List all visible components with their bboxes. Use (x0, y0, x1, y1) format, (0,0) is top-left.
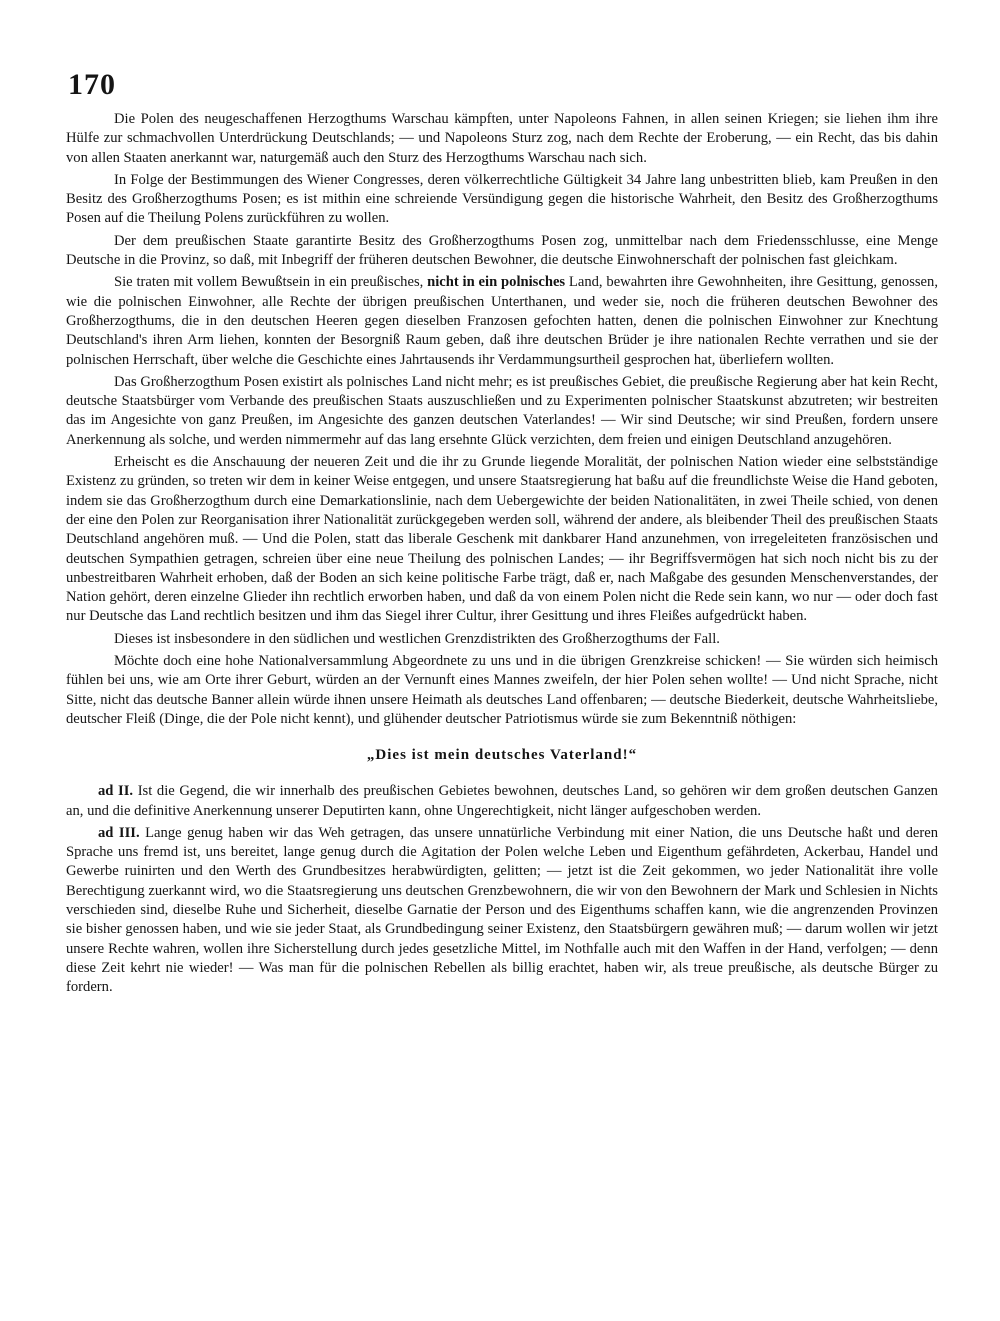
paragraph-ad-3 (66, 824, 938, 998)
ad-2-label: ad II. (98, 783, 134, 800)
paragraph-2: In Folge der Bestimmungen des Wiener Congresses, deren völkerrechtliche Gültigkeit 34 Jahre lang unbestritten blieb, kam Preußen in den Besitz des Großherzogthums Posen; es ist mithin eine schreiende Versündigung gegen die historische Wahrheit, den Besitz des Großherzogthums Posen auf die Theilung Polens zurückführen zu wollen. (66, 171, 938, 227)
paragraph-5: Das Großherzogthum Posen existirt als polnisches Land nicht mehr; es ist preußisches Gebiet, die preußische Regierung aber hat kein Recht, deutsche Staatsbürger vom Verbande des preußischen Staats auszuschließen und zu Experimenten polnischer Staatskunst abzutreten; wir bestreiten das im Angesichte von ganz Preußen, im Angesichte des ganzen deutschen Vaterlandes! — Wir sind Deutsche; wir sind Preußen, fordern unsere Anerkennung als solche, und werden nimmermehr auf das lang ersehnte Glück verzichten, dem freien und einigen Deutschland anzugehören. (66, 373, 938, 448)
ad-3-label: ad III. (98, 824, 140, 841)
paragraph-4-emphasis: nicht in ein polnisches (427, 274, 566, 291)
paragraph-3: Der dem preußischen Staate garantirte Besitz des Großherzogthums Posen zog, unmittelbar nach dem Friedensschlusse, eine Menge Deutsche in die Provinz, so daß, mit Inbegriff der früheren deutschen Bewohner, die deutsche Einwohnerschaft der polnischen fast gleichkam. (66, 232, 938, 269)
paragraph-8: Möchte doch eine hohe Nationalversammlung Abgeordnete zu uns und in die übrigen Grenzkreise schicken! — Sie würden sich heimisch fühlen bei uns, wie am Orte ihrer Geburt, würden an der Vernunft eines Mannes zweifeln, der hier Polen sehen wollte! — Und nicht Sprache, nicht Sitte, nicht das deutsche Banner allein würde ihnen unsere Heimath als deutsches Land offenbaren; — deutsche Biederkeit, deutsche Wahrheitsliebe, deutscher Fleiß (Dinge, die der Pole nicht kennt), und glühender deutscher Patriotismus würde sie zum Bekenntniß nöthigen: (66, 653, 938, 727)
page-number: 170 (68, 68, 116, 101)
paragraph-4-before: Sie traten mit vollem Bewußtsein in ein preußisches, (114, 274, 428, 291)
paragraph-ad-2 (66, 782, 938, 821)
paragraph-4-after: Land, bewahrten ihre Gewohnheiten, ihre Gesittung, genossen, wie die polnischen Einwohner, alle Rechte der übrigen preußischen Unterthanen, und weder sie, noch die früheren deutschen Bewohner des Großherzogthums, die in den deutschen Heeren gegen dieselben Franzosen gefochten hatten, denen die polnischen Einwohner zur Knechtung Deutschland's ihren Arm liehen, konnten der Besorgniß Raum geben, daß ihre deutschen Brüder je ihre nationalen Rechte verrathen und sie der polnischen Herrschaft, über welche die Geschichte eines Jahrtausends ihr Verdammungsurtheil gesprochen hat, überliefern wollten. (66, 274, 938, 368)
ad-3-text: Lange genug haben wir das Weh getragen, das unsere unnatürliche Verbindung mit einer Nation, die uns Deutsche haßt und deren Sprache uns fremd ist, uns bereitet, lange genug durch die Agitation der Polen welche Leben und Eigenthum gefährdeten, Ackerbau, Handel und Gewerbe ruinirten und den Werth des Grundbesitzes herabwürdigten, gelitten; — jetzt ist die Zeit gekommen, wo jeder Nationalität ihre volle Berechtigung zuerkannt wird, wo die Staatsregierung uns deutschen Grenzbewohnern, die wir von den Bewohnern der Mark und Schlesien in Nichts verschieden sind, dieselbe Ruhe und Sicherheit, dieselbe Garnatie der Person und des Eigenthums schaffen kann, wie die angrenzenden Provinzen sie bisher genossen haben, und wie sie jeder Staat, als Grundbedingung seiner Existenz, den Staatsbürgern gewähren muß; — darum wollen wir jetzt unsere Rechte wahren, wollen ihre Sicherstellung durch jedes gesetzliche Mittel, im Nothfalle auch mit den Waffen in der Hand, verfolgen; — denn diese Zeit kehrt nie wieder! — Was man für die polnischen Rebellen als billig erachtet, haben wir, als treue preußische, als deutsche Bürger zu fordern. (66, 824, 939, 996)
paragraph-6: Erheischt es die Anschauung der neueren Zeit und die ihr zu Grunde liegende Moralität, der polnischen Nation wieder eine selbstständige Existenz zu gründen, so treten wir dem in keiner Weise entgegen, und unsere Staatsregierung hat baßu auf die freundlichste Weise die Hand geboten, indem sie das Großherzogthum durch eine Demarkationslinie, nach dem Uebergewichte der beiden Nationalitäten, in zwei Theile schied, von denen der eine den Polen zur Reorganisation ihrer Nationalität zurückgegeben werden soll, während der andere, als bleibender Theil des preußischen Staats Deutschland angehören muß. — Und die Polen, statt das liberale Geschenk mit dankbarer Hand anzunehmen, von irregeleiteten französischen und deutschen Sympathien getragen, schreien über eine neue Theilung des polnischen Landes; — ihr Begriffsvermögen hat sich noch nicht bis zu der unbestreitbaren Wahrheit erhoben, daß der Boden an sich keine politische Farbe trägt, daß er, nach Maßgabe des gesunden Menschenverstandes, der Nation gehört, deren einzelne Glieder ihn rechtlich erworben haben, und daß da von einem Polen nicht die Rede sein kann, wo nur — oder doch fast nur Deutsche das Land rechtlich besitzen und ihm das Siegel ihrer Cultur, ihrer Gesittung und ihres Fleißes aufgedrückt haben. (66, 454, 938, 625)
ad-2-text: Ist die Gegend, die wir innerhalb des preußischen Gebietes bewohnen, deutsches Land, so gehören wir dem großen deutschen Ganzen an, und die definitive Anerkennung unserer Deputirten kann, ohne Ungerechtigkeit, nicht länger aufgeschoben werden. (66, 783, 938, 819)
paragraph-4 (66, 273, 938, 369)
quote-line: „Dies ist mein deutsches Vaterland!“ (366, 747, 638, 764)
paragraph-7: Dieses ist insbesondere in den südlichen und westlichen Grenzdistrikten des Großherzogthums der Fall. (114, 630, 720, 647)
paragraph-1: Die Polen des neugeschaffenen Herzogthums Warschau kämpften, unter Napoleons Fahnen, in allen seinen Kriegen; sie liehen ihm ihre Hülfe zur schmachvollen Unterdrückung Deutschlands; — und Napoleons Sturz zog, nach dem Rechte der Eroberung, — ein Recht, das bis dahin von allen Staaten anerkannt war, naturgemäß auch den Sturz des Herzogthums Warschau nach sich. (66, 111, 938, 166)
